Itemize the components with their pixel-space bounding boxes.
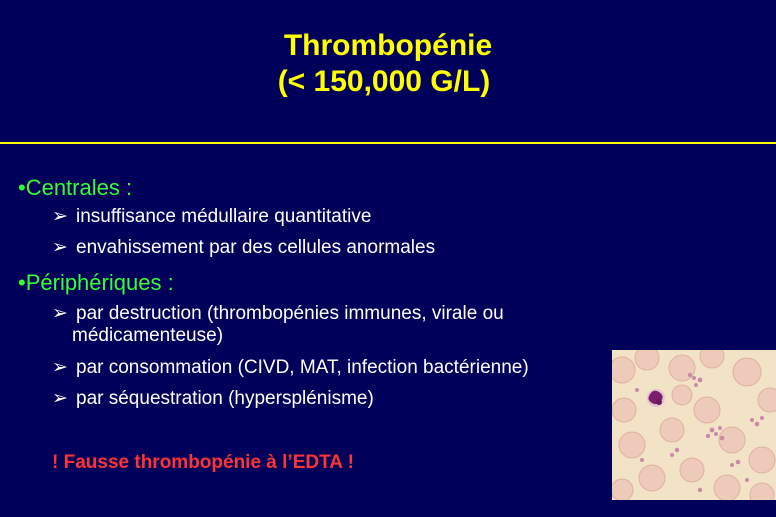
bullet-text: par consommation (CIVD, MAT, infection bactérienne) bbox=[76, 357, 529, 378]
bullet-text: envahissement par des cellules anormales bbox=[76, 237, 436, 258]
edta-warning: ! Fausse thrombopénie à l’EDTA ! bbox=[52, 452, 354, 473]
arrow-bullet-icon: ➢ bbox=[52, 357, 68, 378]
arrow-bullet-icon: ➢ bbox=[52, 237, 68, 258]
leukocyte bbox=[647, 389, 665, 407]
bullet-text: par destruction (thrombopénies immunes, virale ou bbox=[76, 303, 504, 324]
title-line-1: Thrombopénie bbox=[283, 29, 493, 62]
arrow-bullet-icon: ➢ bbox=[52, 303, 68, 324]
title-divider bbox=[0, 142, 776, 144]
slide-title bbox=[0, 28, 776, 100]
blood-smear-illustration bbox=[612, 350, 776, 500]
bullet-text: insuffisance médullaire quantitative bbox=[76, 206, 372, 227]
bullet-item bbox=[52, 388, 632, 410]
blood-smear-image bbox=[612, 350, 776, 500]
bullet-item bbox=[52, 237, 632, 259]
bullet-item bbox=[52, 303, 632, 347]
bullet-item bbox=[52, 206, 632, 228]
bullet-text-continuation: médicamenteuse) bbox=[72, 325, 224, 346]
arrow-bullet-icon: ➢ bbox=[52, 388, 68, 409]
arrow-bullet-icon: ➢ bbox=[52, 206, 68, 227]
category-peripheriques: •Périphériques : bbox=[18, 270, 174, 295]
bullet-item bbox=[52, 357, 652, 379]
bullet-text: par séquestration (hypersplénisme) bbox=[76, 388, 374, 409]
category-centrales: •Centrales : bbox=[18, 175, 133, 200]
title-line-2: (< 150,000 G/L) bbox=[277, 65, 491, 98]
